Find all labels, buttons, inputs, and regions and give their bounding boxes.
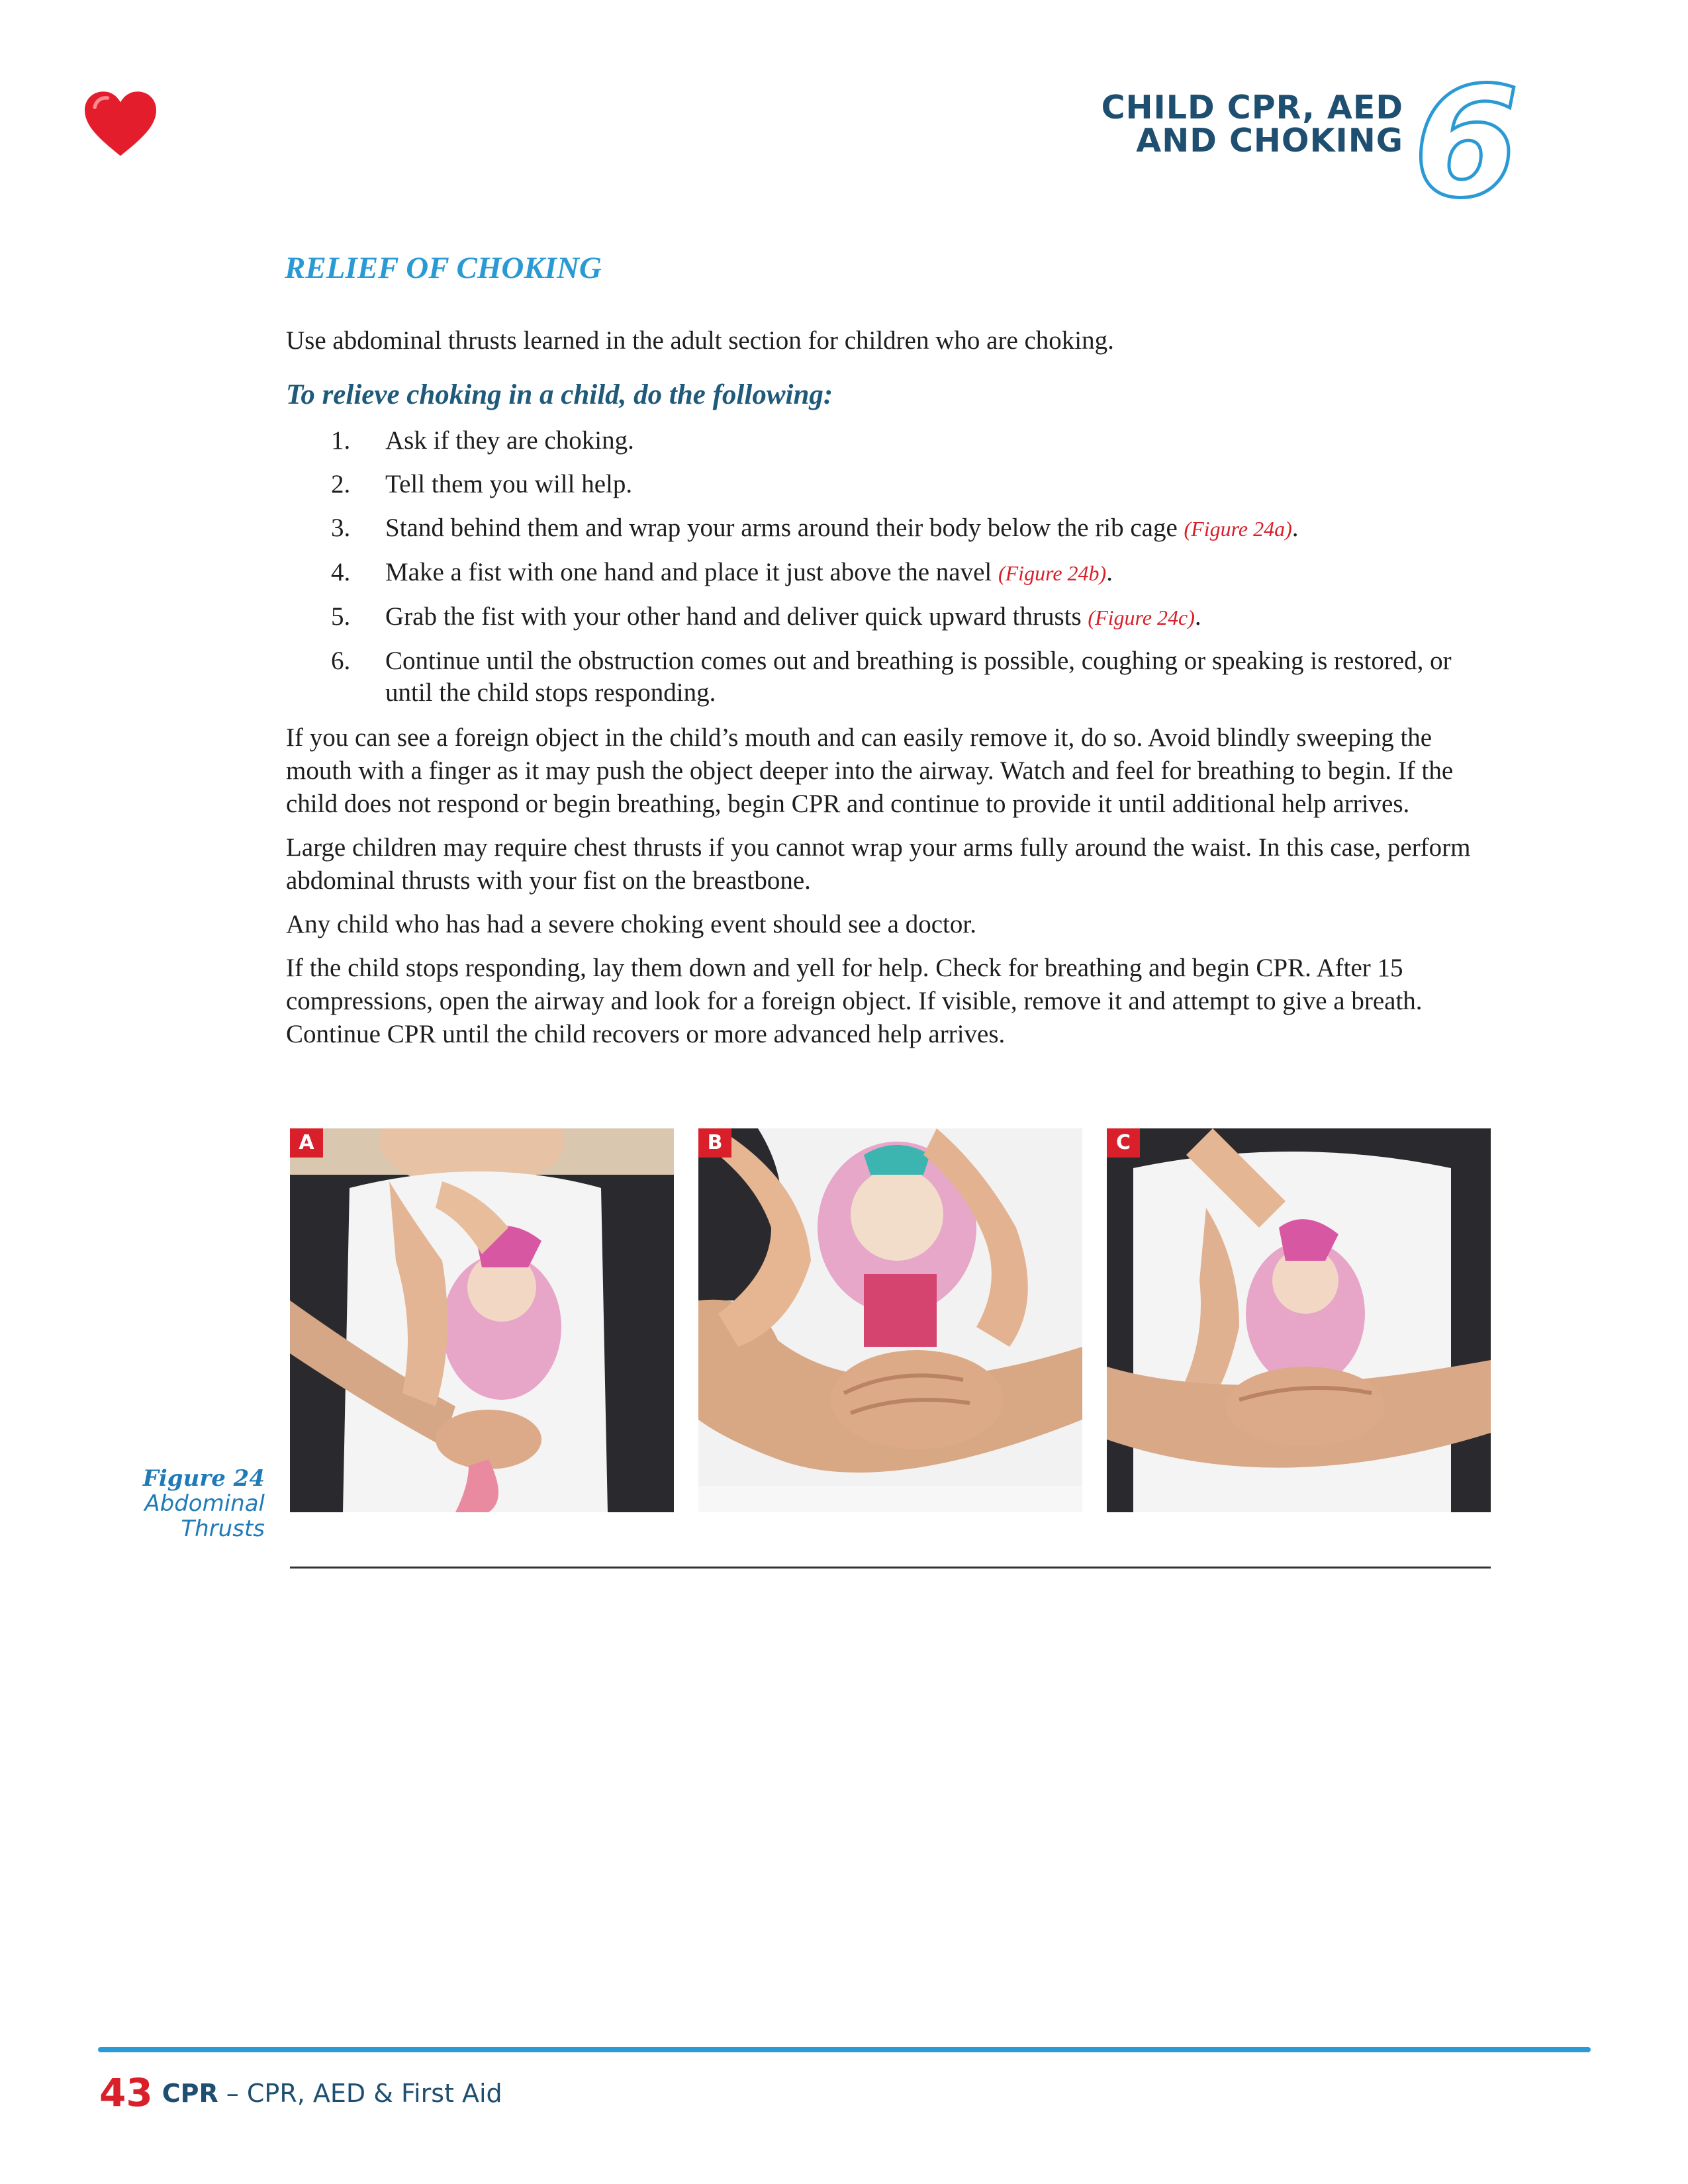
step-item: 5. Grab the fist with your other hand and deliver quick upward thrusts (Figure 24c). [331,602,1201,631]
step-item: 3. Stand behind them and wrap your arms around their body below the rib cage (Figure 24a). [331,514,1299,542]
body-paragraphs [286,721,1497,1062]
footer-rule [98,2047,1591,2052]
section-divider [290,1567,1491,1569]
figure-caption-line1: Abdominal [144,1490,265,1517]
photo-illustration [698,1128,1082,1512]
figure-photo-c [1107,1128,1491,1512]
chapter-title [1102,91,1403,158]
chapter-number-text: 6 [1413,66,1520,218]
footer-subtitle: – CPR, AED & First Aid [218,2079,502,2108]
steps-subheading: To relieve choking in a child, do the following: [286,379,833,410]
step-item: 6. Continue until the obstruction comes out and breathing is possible, coughing or speaking is restored, or until the child stops responding. [331,647,1452,707]
heart-icon [85,91,156,158]
photo-illustration [290,1128,674,1512]
footer-book: CPR [162,2079,218,2108]
figure-caption [143,1466,265,1541]
figure-photo-a [290,1128,674,1512]
paragraph: Any child who has had a severe choking event should see a doctor. [286,910,976,938]
photo-label-c: C [1107,1128,1140,1158]
paragraph: Large children may require chest thrusts if you cannot wrap your arms fully around the waist. In this case, perform abdominal thrusts with your fist on the breastbone. [286,833,1471,895]
steps-list [286,425,1497,721]
chapter-title-line2: AND CHOKING [1136,122,1403,159]
figure-caption-line2: Thrusts [181,1516,265,1542]
figure-photo-b [698,1128,1082,1512]
section-heading: RELIEF OF CHOKING [285,251,602,285]
step-item: 2. Tell them you will help. [331,470,633,498]
photo-label-a: A [290,1128,323,1158]
photo-label-b: B [698,1128,731,1158]
page-footer [99,2070,502,2115]
figure-reference: (Figure 24b) [998,561,1107,585]
paragraph: If the child stops responding, lay them down and yell for help. Check for breathing and begin CPR. After 15 compressions, open the airway and look for a foreign object. If visible, remove it and attempt to give a breath. Continue CPR until the child recovers or more advanced help arrives. [286,954,1423,1048]
paragraph: If you can see a foreign object in the child’s mouth and can easily remove it, do so. Avoid blindly sweeping the mouth with a finger as it may push the object deeper into the airway. Watch and feel for breathing to begin. If the child does not respond or begin breathing, begin CPR and continue to provide it until additional help arrives. [286,723,1454,818]
page-number: 43 [99,2070,153,2115]
figure-reference: (Figure 24c) [1088,606,1195,629]
chapter-title-line1: CHILD CPR, AED [1101,89,1403,126]
figure-reference: (Figure 24a) [1184,517,1292,541]
photo-illustration [1107,1128,1491,1512]
step-item: 1. Ask if they are choking. [331,426,634,455]
figure-number: Figure 24 [142,1465,265,1492]
intro-text: Use abdominal thrusts learned in the adult section for children who are choking. [286,326,1114,355]
step-item: 4. Make a fist with one hand and place it just above the navel (Figure 24b). [331,558,1113,586]
chapter-number [1410,66,1523,218]
